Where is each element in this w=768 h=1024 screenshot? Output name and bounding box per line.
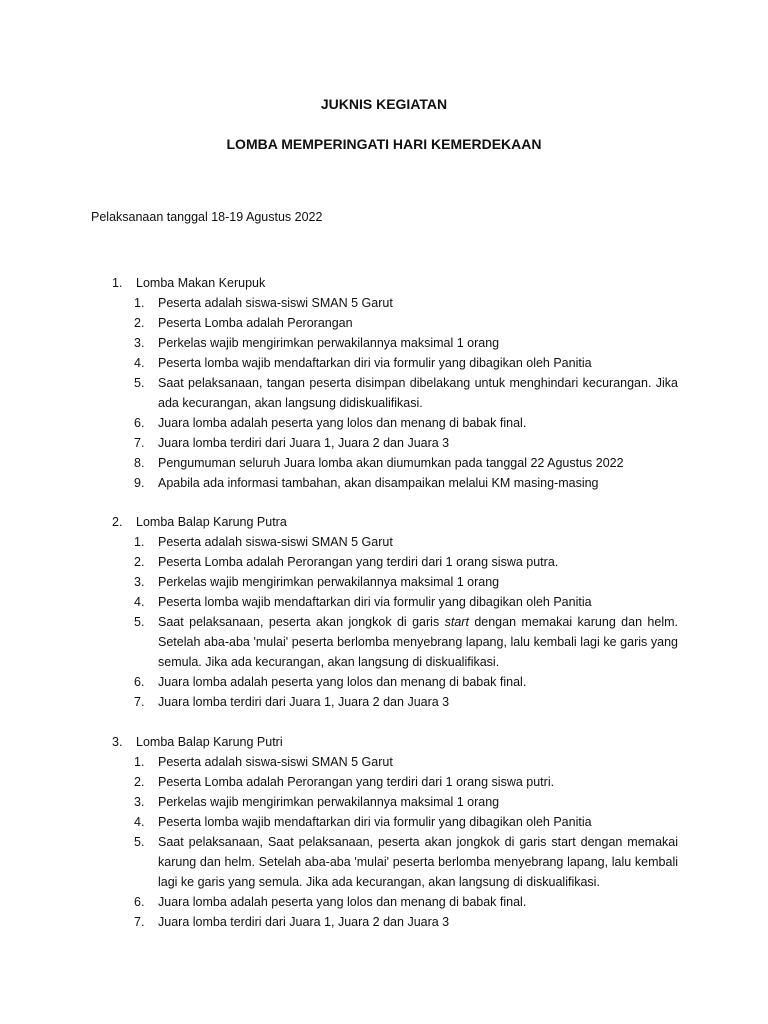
list-item-number: 4. [134, 595, 145, 609]
list-item-number: 1. [134, 755, 145, 769]
list-item-text: Juara lomba adalah peserta yang lolos dan menang di babak final. [158, 895, 527, 909]
list-item [0, 892, 768, 912]
list-item-number: 5. [134, 376, 145, 390]
section-number: 2. [112, 515, 123, 529]
list-item [0, 373, 768, 413]
list-item-number: 5. [134, 615, 145, 629]
list-item [0, 752, 768, 772]
list-item-text: Juara lomba terdiri dari Juara 1, Juara 2 dan Juara 3 [158, 915, 450, 929]
section-title: Lomba Balap Karung Putri [136, 735, 283, 749]
list-item [0, 293, 768, 313]
list-item-number: 2. [134, 316, 145, 330]
list-item [0, 832, 768, 892]
list-item-number: 8. [134, 456, 145, 470]
list-item [0, 692, 768, 712]
list-item-text: Pengumuman seluruh Juara lomba akan diumumkan pada tanggal 22 Agustus 2022 [158, 456, 624, 470]
list-item [0, 433, 768, 453]
list-item [0, 552, 768, 572]
list-item [0, 612, 768, 672]
section-number: 3. [112, 735, 123, 749]
list-item-number: 1. [134, 296, 145, 310]
list-item-text: Peserta lomba wajib mendaftarkan diri via formulir yang dibagikan oleh Panitia [158, 595, 592, 609]
section-heading [0, 732, 768, 752]
section-title: Lomba Balap Karung Putra [136, 515, 287, 529]
list-item-text: Apabila ada informasi tambahan, akan disampaikan melalui KM masing-masing [158, 476, 599, 490]
list-item-number: 4. [134, 815, 145, 829]
list-item [0, 792, 768, 812]
list-item-text: Peserta Lomba adalah Perorangan yang terdiri dari 1 orang siswa putri. [158, 775, 555, 789]
list-item-text: Juara lomba adalah peserta yang lolos dan menang di babak final. [158, 675, 527, 689]
list-item-number: 7. [134, 695, 145, 709]
list-item-number: 9. [134, 476, 145, 490]
list-item-number: 1. [134, 535, 145, 549]
list-item-number: 7. [134, 915, 145, 929]
list-item [0, 592, 768, 612]
list-item [0, 572, 768, 592]
list-item-text: Saat pelaksanaan, tangan peserta disimpan dibelakang untuk menghindari kecurangan. Jika ada kecurangan, akan langsung didiskualifikasi. [158, 376, 678, 410]
list-item [0, 313, 768, 333]
list-item-number: 6. [134, 675, 145, 689]
list-item-text: Peserta lomba wajib mendaftarkan diri via formulir yang dibagikan oleh Panitia [158, 815, 592, 829]
list-item [0, 473, 768, 493]
list-item-number: 2. [134, 775, 145, 789]
list-item [0, 453, 768, 473]
list-item-number: 3. [134, 575, 145, 589]
list-item [0, 772, 768, 792]
list-item-number: 7. [134, 436, 145, 450]
section-heading [0, 512, 768, 532]
section-title: Lomba Makan Kerupuk [136, 276, 266, 290]
list-item [0, 812, 768, 832]
list-item-text: Perkelas wajib mengirimkan perwakilannya maksimal 1 orang [158, 336, 500, 350]
list-item-text: Peserta adalah siswa-siswi SMAN 5 Garut [158, 535, 393, 549]
list-item-text: Peserta Lomba adalah Perorangan [158, 316, 353, 330]
list-item-text: Saat pelaksanaan, Saat pelaksanaan, peserta akan jongkok di garis start dengan memakai karung dan helm. Setelah aba-aba 'mulai' peserta berlomba menyebrang lapang, lalu kembali lagi ke garis yang semula. Jika ada kecurangan, akan langsung di diskualifikasi. [158, 835, 678, 889]
list-item-text: Juara lomba terdiri dari Juara 1, Juara 2 dan Juara 3 [158, 436, 450, 450]
list-item-text: Peserta adalah siswa-siswi SMAN 5 Garut [158, 296, 393, 310]
list-item-text: Perkelas wajib mengirimkan perwakilannya maksimal 1 orang [158, 795, 500, 809]
list-item-text: Juara lomba terdiri dari Juara 1, Juara 2 dan Juara 3 [158, 695, 450, 709]
section-heading [0, 273, 768, 293]
list-item [0, 353, 768, 373]
section-balap-karung-putri [0, 732, 768, 932]
list-item-number: 4. [134, 356, 145, 370]
list-item-number: 6. [134, 895, 145, 909]
list-item-text: Peserta adalah siswa-siswi SMAN 5 Garut [158, 755, 393, 769]
list-item [0, 672, 768, 692]
list-item-text: Perkelas wajib mengirimkan perwakilannya maksimal 1 orang [158, 575, 500, 589]
list-item-text: Juara lomba adalah peserta yang lolos dan menang di babak final. [158, 416, 527, 430]
list-item-text: Saat pelaksanaan, peserta akan jongkok di garis start dengan memakai karung dan helm. Setelah aba-aba 'mulai' peserta berlomba menyebrang lapang, lalu kembali lagi ke garis yang semula. Jika ada kecurangan, akan langsung di diskualifikasi. [158, 615, 678, 669]
list-item [0, 413, 768, 433]
list-item-text: Peserta lomba wajib mendaftarkan diri via formulir yang dibagikan oleh Panitia [158, 356, 592, 370]
list-item [0, 532, 768, 552]
intro-text: Pelaksanaan tanggal 18-19 Agustus 2022 [91, 210, 323, 224]
list-item-number: 2. [134, 555, 145, 569]
list-item-number: 3. [134, 795, 145, 809]
list-item-number: 5. [134, 835, 145, 849]
list-item [0, 333, 768, 353]
list-item-text: Peserta Lomba adalah Perorangan yang terdiri dari 1 orang siswa putra. [158, 555, 559, 569]
document-subtitle: LOMBA MEMPERINGATI HARI KEMERDEKAAN [226, 136, 542, 152]
list-item [0, 912, 768, 932]
list-item-number: 6. [134, 416, 145, 430]
section-number: 1. [112, 276, 123, 290]
section-lomba-makan-kerupuk [0, 273, 768, 493]
document-title: JUKNIS KEGIATAN [320, 96, 448, 112]
section-balap-karung-putra [0, 512, 768, 712]
list-item-number: 3. [134, 336, 145, 350]
